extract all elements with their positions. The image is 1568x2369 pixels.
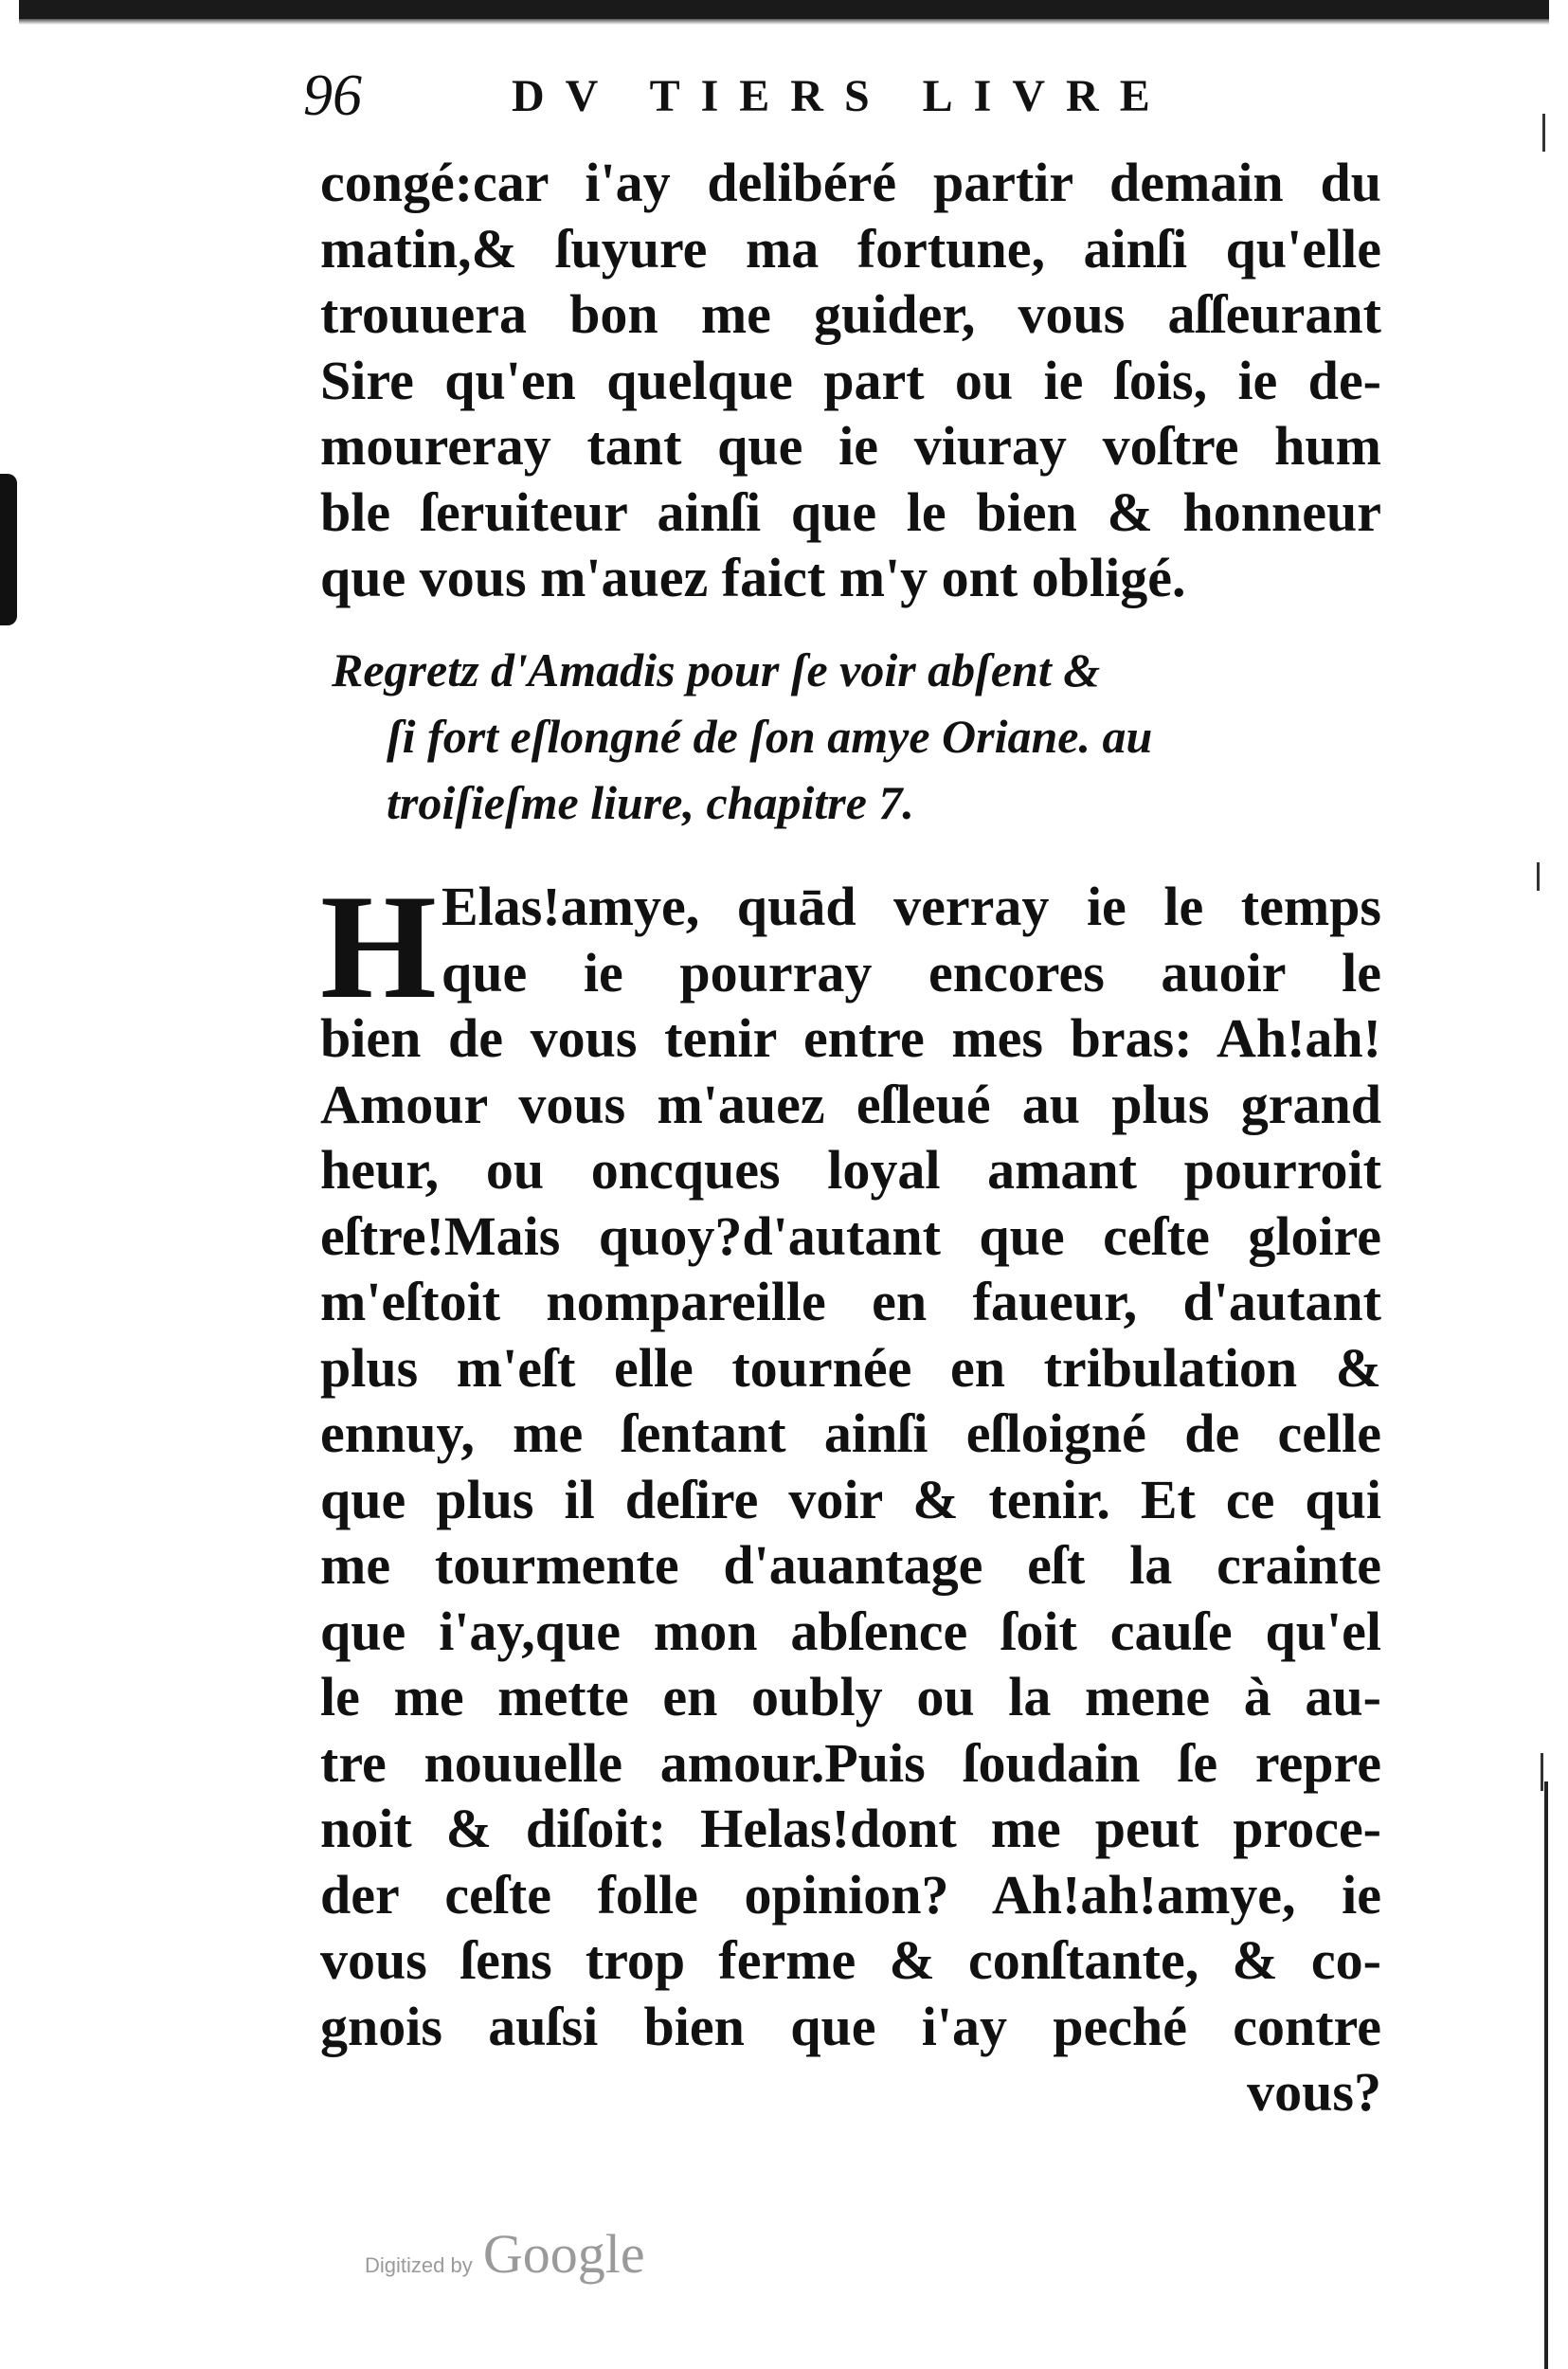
- text-line: que plus il deſire voir & tenir. Et ce qui: [320, 1468, 1381, 1530]
- text-line: que i'ay,que mon abſence ſoit cauſe qu'el: [320, 1600, 1381, 1662]
- text-line: le me mette en oubly ou la mene à au-: [320, 1666, 1381, 1727]
- text-line: matin,& ſuyure ma fortune, ainſi qu'elle: [320, 217, 1381, 280]
- text-line: der ceſte folle opinion? Ah!ah!amye, ie: [320, 1863, 1381, 1926]
- scan-left-edge-mark: [0, 474, 17, 625]
- heading-line: troiſieſme liure, chapitre 7.: [387, 776, 914, 829]
- paragraph-1: [320, 150, 1381, 611]
- text-line: Elas!amye, quād verray ie le temps: [442, 876, 1381, 937]
- page-header: [303, 63, 1251, 133]
- text-line: tre nouuelle amour.Puis ſoudain ſe repre: [320, 1731, 1381, 1794]
- catchword: vous?: [1247, 2061, 1381, 2123]
- text-line: moureray tant que ie viuray voſtre hum: [320, 415, 1381, 477]
- text-line: m'eſtoit nompareille en faueur, d'autant: [320, 1271, 1381, 1332]
- google-logo-text: Google: [482, 2223, 645, 2285]
- text-line: me tourmente d'auantage eſt la crainte: [320, 1534, 1381, 1596]
- running-head: DV TIERS LIVRE: [512, 71, 1171, 121]
- scan-right-tick: [1541, 1753, 1543, 1791]
- text-line: gnois auſsi bien que i'ay peché contre: [320, 1995, 1381, 2057]
- text-line: eſtre!Mais quoy?d'autant que ceſte gloire: [320, 1204, 1381, 1267]
- chapter-heading: [332, 637, 1326, 836]
- text-line: Amour vous m'auez eſleué au plus grand: [320, 1073, 1381, 1135]
- scan-top-border: [19, 0, 1549, 19]
- text-line: congé:car i'ay delibéré partir demain du: [320, 152, 1381, 213]
- text-line: plus m'eſt elle tournée en tribulation &: [320, 1336, 1381, 1399]
- scan-right-tick: [1542, 114, 1545, 152]
- text-line: que ie pourray encores auoir le: [442, 941, 1381, 1004]
- digitized-label: Digitized by: [365, 2253, 473, 2277]
- page-number: 96: [303, 63, 362, 128]
- text-line: ennuy, me ſentant ainſi eſloigné de celle: [320, 1402, 1381, 1464]
- text-line: Sire qu'en quelque part ou ie ſois, ie de-: [320, 349, 1381, 411]
- text-line: heur, ou oncques loyal amant pourroit: [320, 1139, 1381, 1201]
- text-line: ble ſeruiteur ainſi que le bien & honneur: [320, 480, 1381, 543]
- drop-cap: H: [320, 864, 437, 1030]
- scan-right-tick: [1537, 862, 1540, 891]
- text-line: trouuera bon me guider, vous aſſeurant: [320, 283, 1381, 345]
- heading-line: ſi fort eſlongné de ſon amye Oriane. au: [387, 710, 1153, 763]
- text-line: que vous m'auez faict m'y ont obligé.: [320, 547, 1186, 608]
- heading-line: Regretz d'Amadis pour ſe voir abſent &: [332, 643, 1101, 696]
- digitized-watermark: [365, 2222, 645, 2286]
- paragraph-2: [320, 864, 1381, 2125]
- text-line: vous ſens trop ferme & conſtante, & co-: [320, 1929, 1381, 1991]
- scan-right-edge-rule: [1544, 1781, 1548, 2369]
- text-line: noit & diſoit: Helas!dont me peut proce-: [320, 1798, 1381, 1859]
- text-line: bien de vous tenir entre mes bras: Ah!ah!: [320, 1007, 1381, 1069]
